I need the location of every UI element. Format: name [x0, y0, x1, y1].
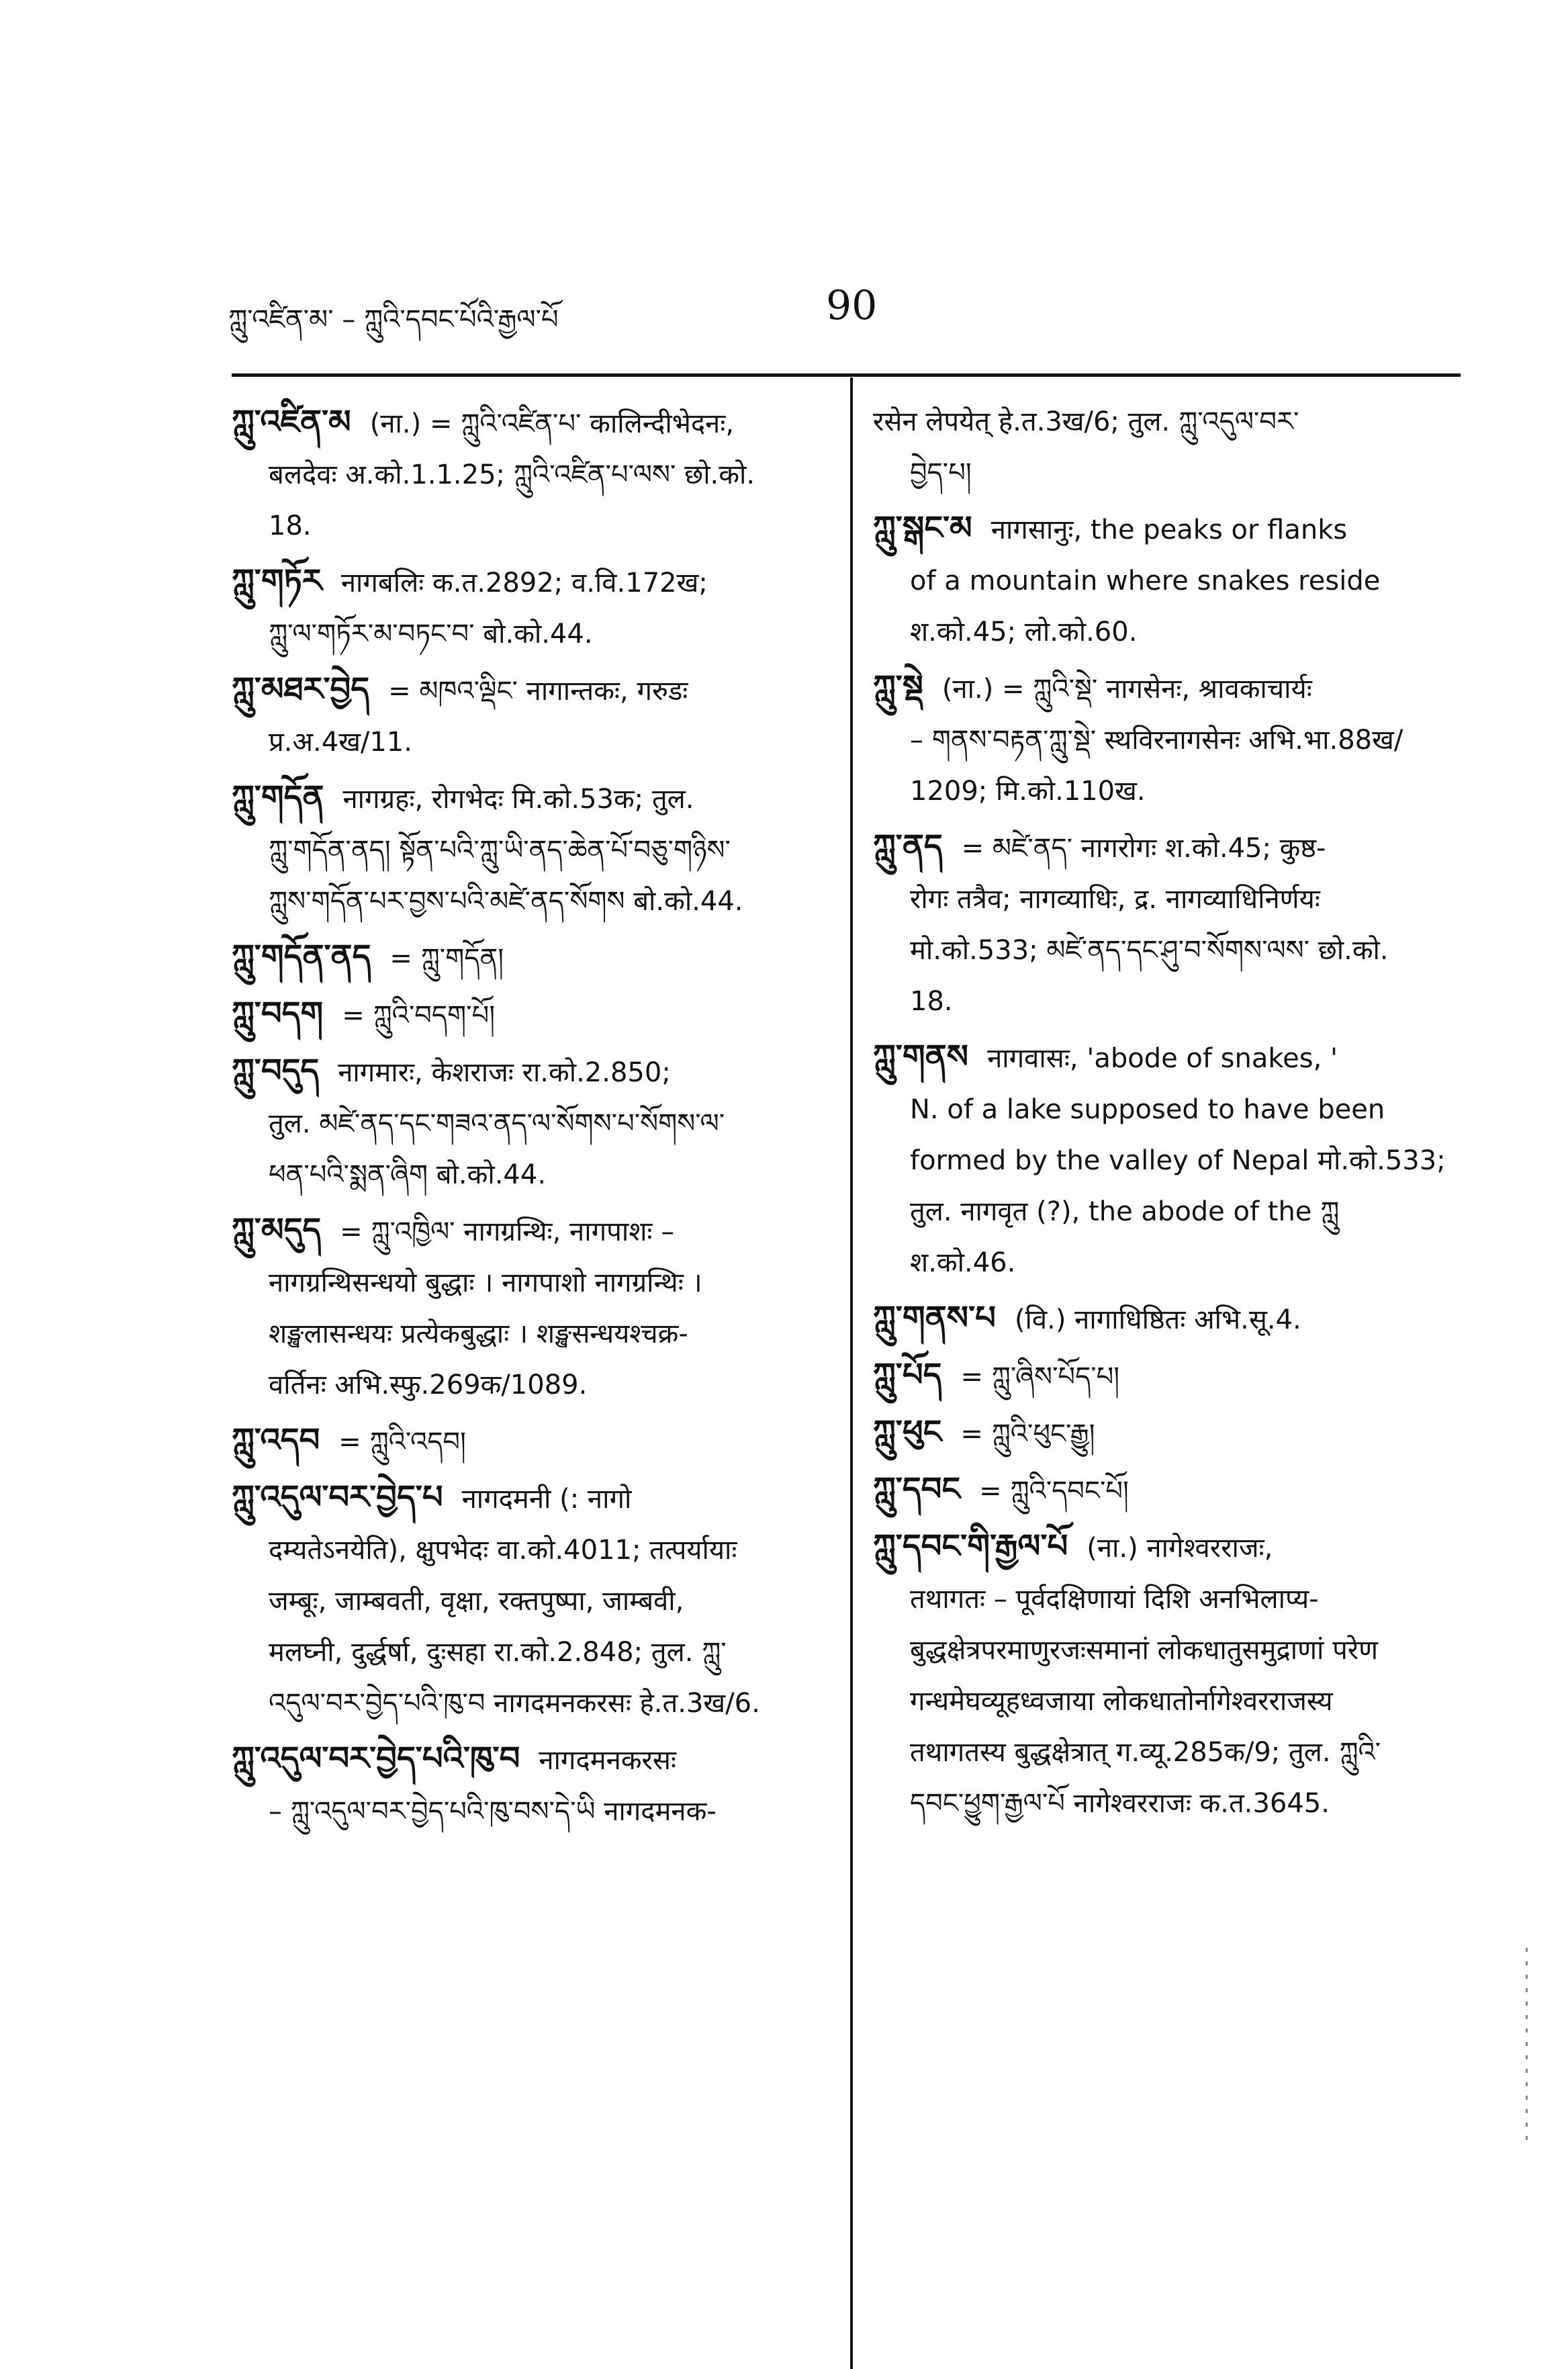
entry-continuation-line — [873, 555, 1464, 607]
entry-continuation-line — [873, 1135, 1464, 1186]
entry-text: 18. — [269, 510, 312, 541]
entry-text: = མཁའ་ལྡིང་ नागान्तकः, गरुडः — [388, 676, 688, 707]
entry-text: मो.को.533; མཛེ་ནད་དང་ཤུ་བ་སོགས་ལས་ छो.को. — [910, 935, 1389, 966]
entry-continuation-line — [873, 766, 1464, 817]
entry-text: of a mountain where snakes reside — [910, 566, 1381, 596]
entry-continuation-line — [232, 876, 826, 927]
entry-text: नागबलिः क.त.2892; व.वि.172ख; — [340, 568, 708, 598]
entry-first-line — [232, 772, 826, 825]
entry-text: 18. — [910, 986, 953, 1017]
entry-text: वर्तिनः अभि.स्फु.269क/1089. — [269, 1370, 588, 1400]
entry-continuation-line — [232, 717, 826, 768]
entry-headword: ཀླུ་གདོན་ནད — [232, 938, 371, 975]
entry-first-line — [232, 988, 826, 1041]
header-range: ཀླུ་འཛིན་མ་ – ཀླུའི་དབང་པོའི་རྒྱལ་པོ — [228, 304, 559, 335]
entry-text: जम्बूः, जाम्बवती, वृक्षा, रक्तपुष्पा, जाम्बवी, — [269, 1586, 684, 1617]
entry-text: བྱེད་པ། — [910, 457, 972, 488]
entry-continuation-line — [232, 1308, 826, 1359]
entry-continuation-line — [873, 1727, 1464, 1778]
dictionary-entry — [873, 396, 1464, 498]
entry-headword: ཀླུ་གནས — [873, 1038, 969, 1075]
entry-text: = ཀླུའི་དབང་པོ། — [979, 1476, 1129, 1507]
dictionary-entry — [232, 1415, 826, 1468]
column-divider — [850, 377, 853, 2369]
entry-text: तथागतस्य बुद्धक्षेत्रात् ग.व्यू.285क/9; तुल. ཀླུའི་ — [910, 1737, 1381, 1768]
entry-text: रसेन लेपयेत् हे.त.3ख/6; तुल. ཀླུ་འདུལ་བར་ — [873, 406, 1299, 437]
entry-continuation-line — [873, 715, 1464, 766]
entry-continuation-line — [873, 1625, 1464, 1676]
entry-continuation-line — [873, 925, 1464, 976]
dictionary-entry — [873, 1406, 1464, 1460]
entry-headword: ཀླུ་སྡེ — [873, 668, 923, 706]
entry-text: नागग्रन्थिसन्धयो बुद्धाः । नागपाशो नागग्रन्थिः । — [269, 1267, 702, 1298]
entry-continuation-line — [232, 1627, 826, 1678]
dictionary-entry — [232, 931, 826, 984]
entry-first-line — [873, 1521, 1464, 1574]
entry-first-line — [232, 1415, 826, 1468]
entry-headword: ཀླུ་སྒང་མ — [873, 509, 972, 547]
entry-continuation-line — [873, 607, 1464, 658]
entry-text: श.को.46. — [910, 1247, 1016, 1278]
entry-text: मलघ्नी, दुर्द्धर्षा, दुःसहा रा.को.2.848; तुल. ཀླུ་ — [269, 1637, 727, 1668]
entry-continuation-line — [232, 609, 826, 660]
entry-text: – གནས་བརྟན་ཀླུ་སྡེ་ स्थविरनागसेनः अभि.भा.88ख/ — [910, 725, 1403, 756]
entry-continuation-line — [873, 1186, 1464, 1237]
entry-first-line — [232, 664, 826, 717]
dictionary-entry — [232, 1204, 826, 1411]
entry-first-line — [873, 821, 1464, 874]
entry-text: रोगः तत्रैव; नागव्याधिः, द्र. नागव्याधिनिर्णयः — [910, 884, 1320, 915]
dictionary-entry — [232, 396, 826, 551]
entry-continuation-line — [232, 1786, 826, 1837]
page-header — [228, 282, 1464, 343]
dictionary-entry — [873, 1521, 1464, 1829]
entry-first-line — [232, 1045, 826, 1098]
entry-continuation-line — [873, 1084, 1464, 1135]
entry-headword: ཀླུ་གདོན — [232, 778, 324, 816]
entry-text: ཀླུ་གདོན་ནད། སྟོན་པའི་ཀླུ་ཡི་ནད་ཆེན་པོ་བཅུ་གཉིས་ — [269, 835, 731, 866]
dictionary-entry — [873, 662, 1464, 817]
entry-text: दम्यतेऽनयेति), क्षुपभेदः वा.को.4011; तत्पर्यायाः — [269, 1535, 737, 1566]
entry-headword: ཀླུ་མཐར་བྱེད — [232, 670, 370, 708]
entry-continuation-line — [873, 976, 1464, 1027]
entry-text: N. of a lake supposed to have been — [910, 1094, 1385, 1125]
entry-headword: ཀླུ་བདག — [232, 995, 324, 1032]
entry-first-line — [873, 1464, 1464, 1517]
dictionary-entry — [232, 1472, 826, 1729]
entry-text: नागदमनकरसः — [539, 1745, 677, 1776]
entry-text: (ना.) = ཀླུའི་སྡེ་ नागसेनः, श्रावकाचार्यः — [941, 674, 1312, 705]
entry-headword: ཀླུ་འཛིན་མ — [232, 403, 351, 441]
entry-first-line — [232, 396, 826, 449]
entry-headword: ཀླུ་འདུལ་བར་བྱེད་པའི་ཁུ་བ — [232, 1740, 520, 1777]
entry-text: तुल. མཛེ་ནད་དང་གཟའ་ནད་ལ་སོགས་པ་སོགས་ལ་ — [269, 1108, 725, 1139]
dictionary-entry — [232, 555, 826, 660]
entry-headword: ཀླུ་དབང་གི་རྒྱལ་པོ — [873, 1527, 1068, 1565]
entry-text: बलदेवः अ.को.1.1.25; ཀླུའི་འཛིན་པ་ལས་ छो.को. — [269, 459, 755, 490]
entry-headword: ཀླུ་དབང — [873, 1470, 961, 1508]
left-column — [232, 396, 826, 1841]
entry-text: = མཛེ་ནད་ नागरोगः श.को.45; कुष्ठ- — [961, 833, 1326, 864]
entry-headword: ཀླུ་འདབ — [232, 1421, 320, 1459]
page-number: 90 — [826, 282, 878, 329]
entry-text: = ཀླུའི་ཕུང་རྒྱུ། — [960, 1419, 1095, 1449]
entry-text: དབང་ཕྱུག་རྒྱལ་པོ नागेश्वरराजः क.त.3645. — [910, 1788, 1330, 1819]
dictionary-entry — [232, 664, 826, 768]
entry-text: = ཀླུ་ཞིས་པོད་པ། — [960, 1361, 1120, 1392]
entry-text: = ཀླུ་གདོན། — [389, 943, 504, 974]
entry-continuation-line — [873, 447, 1464, 498]
entry-headword: ཀླུ་ཕུང — [873, 1413, 942, 1451]
entry-text: नागवासः, 'abode of snakes, ' — [987, 1043, 1338, 1074]
entry-text: शङ्खलासन्धयः प्रत्येकबुद्धाः । शङ्खसन्धयश्चक्र- — [269, 1318, 688, 1349]
entry-continuation-line — [232, 1576, 826, 1627]
entry-first-line — [873, 396, 1464, 447]
entry-continuation-line — [873, 1574, 1464, 1625]
entry-headword: ཀླུ་མདུད — [232, 1211, 322, 1249]
entry-text: 1209; मि.को.110ख. — [910, 776, 1146, 807]
header-rule — [232, 373, 1461, 377]
dictionary-entry — [873, 1349, 1464, 1402]
entry-headword: ཀླུ་ནད — [873, 828, 943, 865]
entry-text: = ཀླུའི་འདབ། — [338, 1427, 466, 1458]
dictionary-entry — [232, 772, 826, 927]
entry-continuation-line — [232, 1525, 826, 1576]
entry-headword: ཀླུ་འདུལ་བར་བྱེད་པ — [232, 1478, 443, 1516]
entry-headword: ཀླུ་བདུད — [232, 1052, 320, 1089]
entry-text: तुल. नागवृत (?), the abode of the ཀླུ — [910, 1196, 1340, 1227]
entry-first-line — [873, 1406, 1464, 1460]
dictionary-entry — [873, 502, 1464, 658]
entry-text: बुद्धक्षेत्रपरमाणुरजःसमानां लोकधातुसमुद्राणां परेण — [910, 1635, 1379, 1666]
dictionary-entry — [232, 1045, 826, 1200]
entry-text: ཀླུ་ལ་གཏོར་མ་བཏང་བ་ बो.को.44. — [269, 619, 593, 650]
entry-continuation-line — [232, 825, 826, 876]
entry-text: = ཀླུ་འཁྱིལ་ नागग्रन्थिः, नागपाशः – — [340, 1216, 675, 1247]
entry-continuation-line — [232, 1098, 826, 1149]
entry-first-line — [873, 662, 1464, 715]
entry-continuation-line — [232, 1149, 826, 1200]
entry-continuation-line — [232, 1359, 826, 1411]
dictionary-entry — [873, 1292, 1464, 1345]
entry-text: (वि.) नागाधिष्ठितः अभि.सू.4. — [1014, 1304, 1301, 1335]
entry-text: ཀླུས་གདོན་པར་བྱས་པའི་མཛེ་ནད་སོགས बो.को.44. — [269, 886, 743, 917]
entry-first-line — [232, 931, 826, 984]
scan-edge-marks — [1526, 1948, 1528, 2149]
entry-first-line — [232, 1733, 826, 1786]
entry-continuation-line — [232, 1678, 826, 1729]
entry-headword: ཀླུ་པོད — [873, 1356, 942, 1394]
entry-continuation-line — [873, 1676, 1464, 1727]
dictionary-entry — [232, 1733, 826, 1837]
entry-continuation-line — [232, 449, 826, 500]
entry-first-line — [232, 1472, 826, 1525]
entry-text: – ཀླུ་འདུལ་བར་བྱེད་པའི་ཁུ་བས་དེ་ཡི नागदमनक- — [269, 1796, 717, 1827]
entry-text: श.को.45; लो.को.60. — [910, 617, 1138, 647]
entry-text: तथागतः – पूर्वदक्षिणायां दिशि अनभिलाप्य- — [910, 1584, 1319, 1615]
entry-text: = ཀླུའི་བདག་པོ། — [342, 1000, 496, 1031]
entry-text: नागसानुः, the peaks or flanks — [990, 515, 1348, 545]
dictionary-entry — [232, 988, 826, 1041]
entry-first-line — [873, 502, 1464, 555]
dictionary-entry — [873, 1464, 1464, 1517]
entry-text: འདུལ་བར་བྱེད་པའི་ཁུ་བ नागदमनकरसः हे.त.3ख/6. — [269, 1688, 760, 1719]
entry-headword: ཀླུ་གནས་པ — [873, 1299, 996, 1337]
entry-headword: ཀླུ་གཏོར — [232, 562, 322, 600]
entry-text: formed by the valley of Nepal मो.को.533; — [910, 1145, 1446, 1176]
entry-text: प्र.अ.4ख/11. — [269, 727, 413, 758]
entry-text: ཕན་པའི་སྨན་ཞིག बो.को.44. — [269, 1159, 547, 1190]
entry-text: (ना.) = ཀླུའི་འཛིན་པ་ कालिन्दीभेदनः, — [369, 408, 735, 439]
entry-continuation-line — [873, 1237, 1464, 1288]
entry-first-line — [232, 555, 826, 609]
entry-continuation-line — [873, 874, 1464, 925]
entry-continuation-line — [232, 500, 826, 551]
entry-text: नागग्रहः, रोगभेदः मि.को.53क; तुल. — [342, 784, 694, 815]
right-column — [873, 396, 1464, 1833]
entry-text: (ना.) नागेश्वरराजः, — [1087, 1533, 1273, 1564]
entry-text: नागदमनी (: नागो — [461, 1484, 632, 1515]
entry-first-line — [232, 1204, 826, 1257]
entry-text: नागमारः, केशराजः रा.को.2.850; — [338, 1057, 671, 1088]
entry-text: गन्धमेघव्यूहध्वजाया लोकधातोर्नागेश्वरराजस्य — [910, 1686, 1333, 1717]
dictionary-entry — [873, 1031, 1464, 1288]
entry-first-line — [873, 1292, 1464, 1345]
entry-first-line — [873, 1031, 1464, 1084]
entry-continuation-line — [873, 1778, 1464, 1829]
dictionary-entry — [873, 821, 1464, 1027]
entry-continuation-line — [232, 1257, 826, 1308]
entry-first-line — [873, 1349, 1464, 1402]
